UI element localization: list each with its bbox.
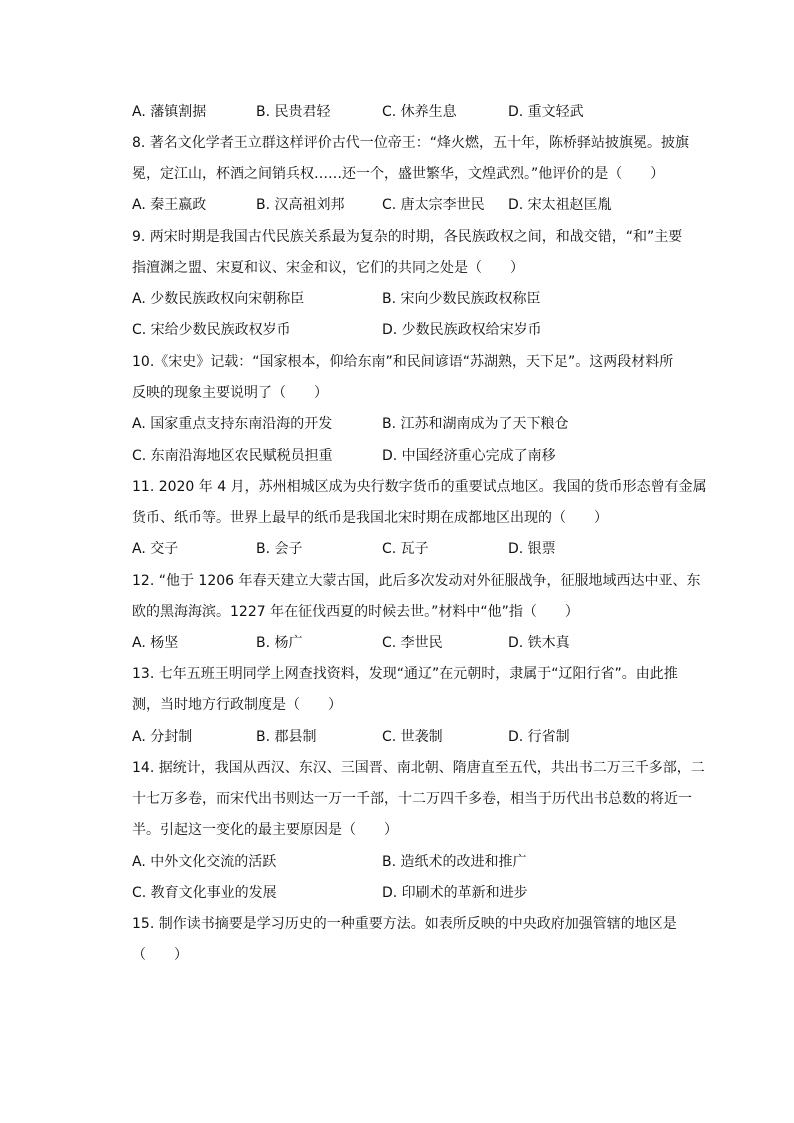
- q12-stem-line-2: 欧的黑海海滨。1227 年在征伐西夏的时候去世。”材料中“他”指（ ）: [132, 604, 579, 620]
- q10-options-row-1: [132, 414, 698, 434]
- q12-options: [132, 633, 698, 653]
- q10-options-row-2: [132, 446, 698, 466]
- q8-option-a[interactable]: A. 秦王嬴政: [132, 197, 207, 213]
- q13-stem-line-2: 测，当时地方行政制度是（ ）: [132, 697, 342, 713]
- q10-option-c[interactable]: C. 东南沿海地区农民赋税员担重: [132, 448, 333, 464]
- q14-option-a[interactable]: A. 中外文化交流的活跃: [132, 854, 277, 870]
- q9-option-c[interactable]: C. 宋给少数民族政权岁币: [132, 322, 291, 338]
- q9-option-b[interactable]: B. 宋向少数民族政权称臣: [382, 291, 541, 307]
- q14-stem-line-1: 14. 据统计，我国从西汉、东汉、三国晋、南北朝、隋唐直至五代，共出书二万三千多部，二: [132, 760, 705, 776]
- q8-option-b[interactable]: B. 汉高祖刘邦: [256, 197, 345, 213]
- q10-option-b[interactable]: B. 江苏和湖南成为了天下粮仓: [382, 416, 569, 432]
- q8-stem-line-2: 冕，定江山，杯酒之间销兵权……还一个，盛世繁华，文煌武烈。”他评价的是（ ）: [132, 166, 665, 182]
- q10-option-a[interactable]: A. 国家重点支持东南沿海的开发: [132, 416, 333, 432]
- q9-option-d[interactable]: D. 少数民族政权给宋岁币: [382, 322, 542, 338]
- q7-option-c[interactable]: C. 休养生息: [382, 104, 457, 120]
- q11-stem-line-2: 货币、纸币等。世界上最早的纸币是我国北宋时期在成都地区出现的（ ）: [132, 510, 608, 526]
- q12-option-b[interactable]: B. 杨广: [256, 635, 303, 651]
- q13-option-d[interactable]: D. 行省制: [508, 729, 570, 745]
- q13-option-a[interactable]: A. 分封制: [132, 729, 193, 745]
- q11-options: [132, 539, 698, 559]
- q9-options-row-1: [132, 289, 698, 309]
- q12-stem-line-1: 12. “他于 1206 年春天建立大蒙古国，此后多次发动对外征服战争，征服地域西达中亚、东: [132, 573, 701, 589]
- q11-stem-line-1: 11. 2020 年 4 月，苏州相城区成为央行数字货币的重要试点地区。我国的货币形态曾有金属: [132, 479, 707, 495]
- q8-option-c[interactable]: C. 唐太宗李世民: [382, 197, 485, 213]
- q14-options-row-1: [132, 852, 698, 872]
- q11-option-b[interactable]: B. 会子: [256, 541, 303, 557]
- q14-stem-line-2: 十七万多卷，而宋代出书则达一万一千部，十二万四千多卷，相当于历代出书总数的将近一: [132, 791, 692, 807]
- q7-option-d[interactable]: D. 重文轻武: [508, 104, 584, 120]
- q13-stem-line-1: 13. 七年五班王明同学上网查找资料，发现“通辽”在元朝时，隶属于“辽阳行省”。由此推: [132, 666, 678, 682]
- q11-option-d[interactable]: D. 银票: [508, 541, 556, 557]
- q13-option-b[interactable]: B. 郡县制: [256, 729, 317, 745]
- q13-option-c[interactable]: C. 世袭制: [382, 729, 443, 745]
- q10-stem-line-1: 10.《宋史》记载：“国家根本，仰给东南”和民间谚语“苏湖熟，天下足”。这两段材料所: [132, 354, 674, 370]
- q14-option-b[interactable]: B. 造纸术的改进和推广: [382, 854, 527, 870]
- q8-option-d[interactable]: D. 宋太祖赵匡胤: [508, 197, 612, 213]
- q12-option-d[interactable]: D. 铁木真: [508, 635, 570, 651]
- q14-option-c[interactable]: C. 教育文化事业的发展: [132, 885, 277, 901]
- q13-options: [132, 727, 698, 747]
- q15-stem-line-1: 15. 制作读书摘要是学习历史的一种重要方法。如表所反映的中央政府加强管辖的地区是: [132, 916, 677, 932]
- q10-stem-line-2: 反映的现象主要说明了（ ）: [132, 385, 328, 401]
- q11-option-c[interactable]: C. 瓦子: [382, 541, 429, 557]
- q11-option-a[interactable]: A. 交子: [132, 541, 179, 557]
- q7-option-b[interactable]: B. 民贵君轻: [256, 104, 331, 120]
- q12-option-c[interactable]: C. 李世民: [382, 635, 443, 651]
- q10-option-d[interactable]: D. 中国经济重心完成了南移: [382, 448, 556, 464]
- q9-stem-line-2: 指澶渊之盟、宋夏和议、宋金和议，它们的共同之处是（ ）: [132, 260, 524, 276]
- q9-options-row-2: [132, 320, 698, 340]
- q14-options-row-2: [132, 883, 698, 903]
- q12-option-a[interactable]: A. 杨坚: [132, 635, 179, 651]
- q7-options: [132, 102, 698, 122]
- q9-option-a[interactable]: A. 少数民族政权向宋朝称臣: [132, 291, 305, 307]
- q8-stem-line-1: 8. 著名文化学者王立群这样评价古代一位帝王：“烽火燃，五十年，陈桥驿站披旗冕。披旗: [132, 135, 690, 151]
- q14-stem-line-3: 半。引起这一变化的最主要原因是（ ）: [132, 822, 398, 838]
- q14-option-d[interactable]: D. 印刷术的革新和进步: [382, 885, 528, 901]
- q15-stem-line-2: （ ）: [132, 947, 188, 963]
- q9-stem-line-1: 9. 两宋时期是我国古代民族关系最为复杂的时期，各民族政权之间，和战交错，“和”主要: [132, 229, 683, 245]
- q7-option-a[interactable]: A. 藩镇割据: [132, 104, 207, 120]
- q8-options: [132, 195, 698, 215]
